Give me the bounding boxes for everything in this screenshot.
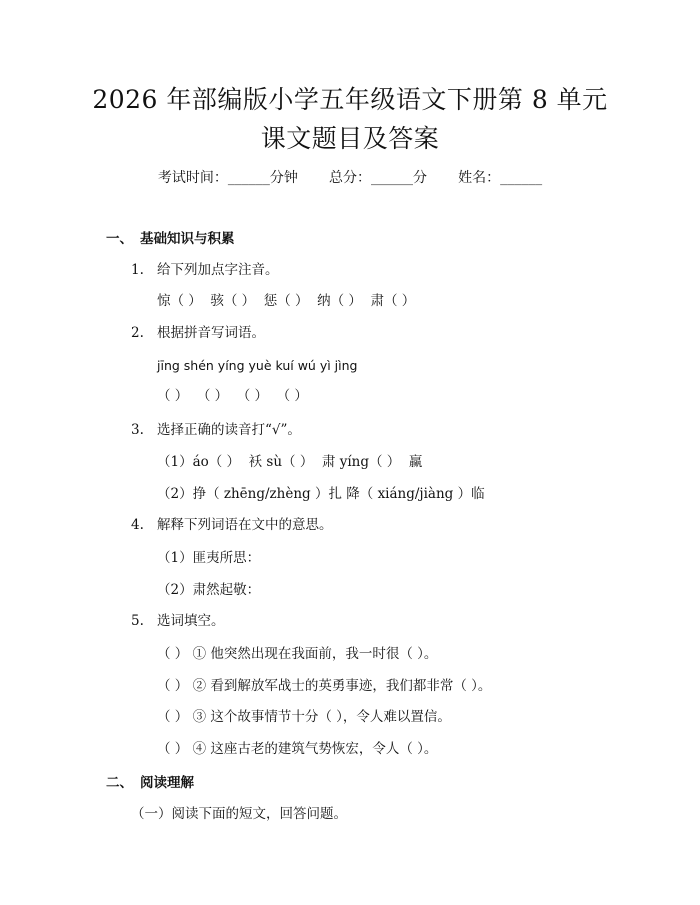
exam-info [0,167,700,189]
question-5 [131,610,225,632]
question-4-line-2: （2）肃然起敬： [157,582,261,598]
question-number: 3. [131,422,144,438]
section-title: 基础知识与积累 [140,231,235,247]
section-title: 阅读理解 [140,775,194,791]
section-heading-2 [106,772,194,794]
question-1-chars: 惊（ ） 骇（ ） 惩（ ） 纳（ ） 肃（ ） [157,293,416,309]
question-number: 5. [131,613,144,629]
question-1 [131,259,279,281]
question-number: 1. [131,262,144,278]
question-5-item-3: （ ） ③ 这个故事情节十分（ ），令人难以置信。 [157,709,451,725]
question-text: 给下列加点字注音。 [157,262,279,278]
name-label: 姓名： [458,170,501,186]
question-number: 2. [131,325,144,341]
score-blank: ______ [371,170,413,186]
question-3 [131,419,301,441]
question-5-item-1: （ ） ① 他突然出现在我面前，我一时很（ ）。 [157,646,438,662]
question-2 [131,322,265,344]
section-number: 一、 [106,231,133,247]
score-label: 总分： [329,170,371,186]
question-3-line-1: （1）áo（ ） 袄 sù（ ） 肃 yíng（ ） 赢 [157,454,423,470]
question-text: 根据拼音写词语。 [157,325,265,341]
time-unit: 分钟 [269,170,298,186]
question-5-item-4: （ ） ④ 这座古老的建筑气势恢宏，令人（ ）。 [157,741,438,757]
time-label: 考试时间： [157,170,228,186]
question-text: 选词填空。 [157,613,225,629]
question-2-blanks: （ ） （ ） （ ） （ ） [157,388,308,404]
score-unit: 分 [413,170,427,186]
question-5-item-2: （ ） ② 看到解放军战士的英勇事迹，我们都非常（ ）。 [157,678,492,694]
section-number: 二、 [106,775,133,791]
question-4 [131,514,333,536]
question-text: 解释下列词语在文中的意思。 [157,517,333,533]
page-title: 2026 年部编版小学五年级语文下册第 8 单元 [92,85,608,114]
name-blank: ______ [500,170,543,186]
question-4-line-1: （1）匪夷所思： [157,550,261,566]
question-number: 4. [131,517,144,533]
question-text: 选择正确的读音打“√”。 [157,422,301,438]
time-blank: ______ [227,170,270,186]
section-heading-1 [106,228,235,250]
reading-intro: （一）阅读下面的短文，回答问题。 [131,806,347,822]
page-subtitle: 课文题目及答案 [260,124,440,153]
question-2-pinyin: jīng shén yíng yuè kuí wú yì jìng [157,358,358,373]
question-3-line-2: （2）挣（ zhēng/zhèng ）扎 降（ xiáng/jiàng ）临 [157,486,485,502]
